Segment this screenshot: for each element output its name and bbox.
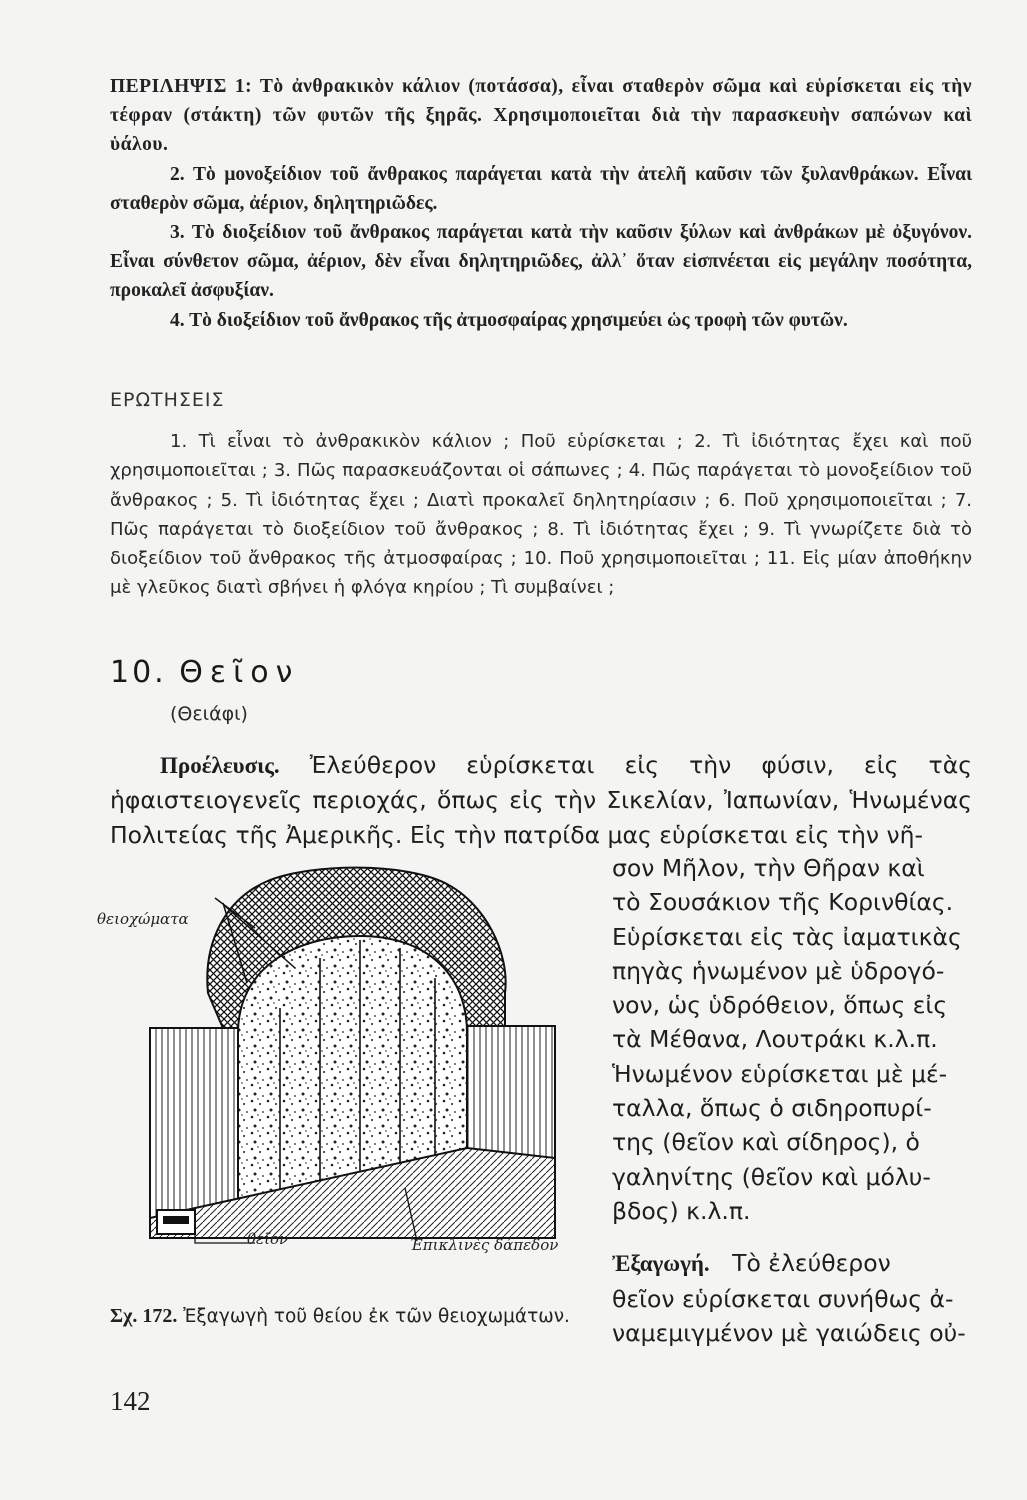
text-line: Ἡνωμένον εὑρίσκεται μὲ μέ- — [612, 1059, 948, 1088]
text-line: γαληνίτης (θεῖον καὶ μόλυ- — [612, 1162, 931, 1191]
questions-text: 1. Τὶ εἶναι τὸ ἀνθρακικὸν κάλιον ; Ποῦ εὑρίσκεται ; 2. Τὶ ἰδιότητας ἔχει καὶ ποῦ χρησιμοποιεῖται ; 3. Πῶς παρασκευάζονται οἱ σάπωνες ; 4. Πῶς παράγεται τὸ μονοξείδιον τοῦ ἄνθρακος ; 5. Τὶ ἰδιότητας ἔχει ; Διατὶ προκαλεῖ δηλητηρίασιν ; 6. Ποῦ χρησιμοποιεῖται ; 7. Πῶς παράγεται τὸ διοξείδιον τοῦ ἄνθρακος ; 8. Τὶ ἰδιότητας ἔχει ; 9. Τὶ γνωρίζετε διὰ τὸ διοξείδιον τοῦ ἄνθρακος τῆς ἀτμοσφαίρας ; 10. Ποῦ χρησιμοποιεῖται ; 11. Εἰς μίαν ἀποθήκην μὲ γλεῦκος διατὶ σβήνει ἡ φλόγα κηρίου ; Τὶ συμβαίνει ; — [110, 431, 972, 599]
section-name: Θεῖον — [179, 655, 300, 690]
text-line: σον Μῆλον, τὴν Θῆραν καὶ — [612, 854, 925, 882]
section-subtitle: (Θειάφι) — [170, 703, 248, 725]
extraction-line-2: θεῖον εὑρίσκεται συνήθως ἀ- — [612, 1284, 954, 1313]
origin-heading: Προέλευσις. — [160, 753, 280, 778]
summary-paragraph-4: 4. Τὸ διοξείδιον τοῦ ἄνθρακος τῆς ἀτμοσφαίρας χρησιμεύει ὡς τροφὴ τῶν φυτῶν. — [170, 309, 848, 331]
caption-number: Σχ. 172. — [110, 1305, 178, 1327]
text-line: ταλλα, ὅπως ὁ σιδηροπυρί- — [612, 1094, 932, 1123]
figure-caption — [110, 1300, 580, 1333]
text-line: πηγὰς ἡνωμένον μὲ ὑδρογό- — [612, 956, 945, 985]
figure-sulfur-extraction — [97, 858, 605, 1278]
text-line: Εὑρίσκεται εἰς τὰς ἰαματικὰς — [612, 922, 962, 951]
label-sulfur: θεῖον — [247, 1230, 289, 1248]
summary-paragraph-3: 3. Τὸ διοξείδιον τοῦ ἄνθρακος παράγεται κατὰ τὴν καῦσιν ξύλων καὶ ἀνθράκων μὲ ὀξυγόνον. Εἶναι σύνθετον σῶμα, ἀέριον, δὲν εἶναι δηλητηριῶδες, ἀλλ᾽ ὅταν εἰσπνέεται εἰς μεγάλην ποσότητα, προκαλεῖ ἀσφυξίαν. — [110, 222, 972, 302]
caption-text: Ἐξαγωγὴ τοῦ θείου ἐκ τῶν θειοχωμάτων. — [183, 1306, 570, 1327]
text-line: της (θεῖον καὶ σίδηρος), ὁ — [612, 1128, 920, 1157]
page-number: 142 — [110, 1386, 151, 1416]
section-title — [110, 655, 299, 690]
text-line: βδος) κ.λ.π. — [612, 1196, 751, 1225]
extraction-heading: Ἐξαγωγή. — [612, 1251, 710, 1277]
questions-heading: ΕΡΩΤΗΣΕΙΣ — [110, 389, 225, 411]
label-sloped-floor: Ἐπικλινὲς δάπεδον — [410, 1236, 559, 1254]
section-number: 10. — [110, 655, 167, 690]
extraction-line-1 — [612, 1246, 974, 1281]
origin-paragraph — [110, 748, 972, 852]
right-column-text — [612, 851, 974, 1350]
summary-paragraph-1: ΠΕΡΙΛΗΨΙΣ 1: Τὸ ἀνθρακικὸν κάλιον (ποτάσσα), εἶναι σταθερὸν σῶμα καὶ εὑρίσκεται εἰς τὴν τέφραν (στάκτη) τῶν φυτῶν τῆς ξηρᾶς. Χρησιμοποιεῖται διὰ τὴν παρασκευὴν σαπώνων καὶ ὑάλου. — [110, 76, 972, 156]
text-line: τὰ Μέθανα, Λουτράκι κ.λ.π. — [612, 1025, 938, 1054]
summary-block — [110, 72, 972, 335]
extraction-text-1: Τὸ ἐλεύθερον — [732, 1249, 891, 1278]
label-sulfur-ores: θειοχώματα — [97, 910, 189, 928]
extraction-line-3: ναμεμιγμένον μὲ γαιώδεις οὐ- — [612, 1318, 966, 1347]
origin-text: Ἐλεύθερον εὑρίσκεται εἰς τὴν φύσιν, εἰς τὰς ἡφαιστειογενεῖς περιοχάς, ὅπως εἰς τὴν Σικελίαν, Ἰαπωνίαν, Ἡνωμένας Πολιτείας τῆς Ἀμερικῆς. Εἰς τὴν πατρίδα μας εὑρίσκεται εἰς τὴν νῆ- — [110, 751, 972, 849]
text-line: νον, ὡς ὑδρόθειον, ὅπως εἰς — [612, 991, 948, 1020]
text-line: τὸ Σουσάκιον τῆς Κορινθίας. — [612, 888, 954, 917]
summary-paragraph-2: 2. Τὸ μονοξείδιον τοῦ ἄνθρακος παράγεται κατὰ τὴν ἀτελῆ καῦσιν τῶν ξυλανθράκων. Εἶναι σταθερὸν σῶμα, ἀέριον, δηλητηριῶδες. — [110, 163, 972, 214]
